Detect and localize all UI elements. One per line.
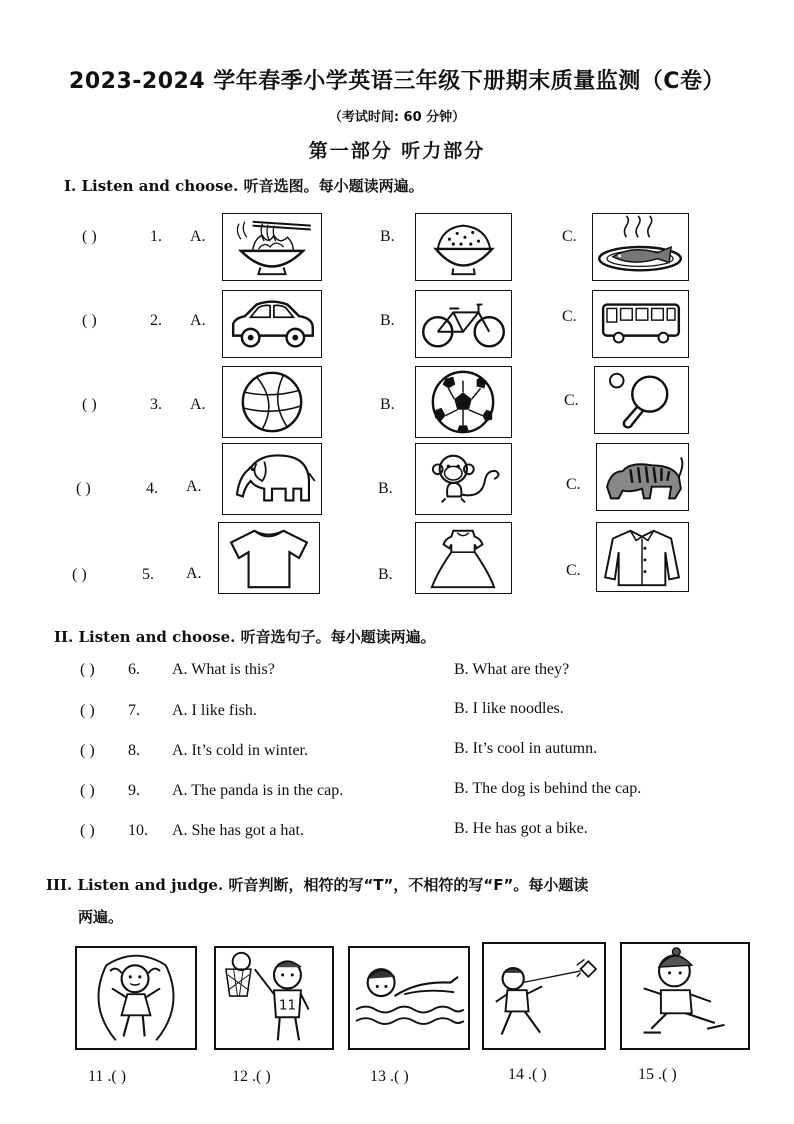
option-9a: A. The panda is in the cap.	[172, 782, 344, 799]
option-letter-b: B.	[378, 566, 393, 583]
judge-label-12[interactable]: 12 .( )	[232, 1068, 271, 1085]
fish-plate-icon	[593, 214, 688, 280]
basketball-picture[interactable]	[222, 366, 322, 438]
answer-blank-9[interactable]: ( )	[80, 782, 95, 799]
question-number-8: 8.	[128, 742, 140, 759]
tiger-icon	[597, 444, 688, 510]
dress-picture[interactable]	[415, 522, 512, 594]
question-number-1: 1.	[150, 228, 162, 245]
option-7b: B. I like noodles.	[454, 700, 564, 717]
judge-label-14[interactable]: 14 .( )	[508, 1066, 547, 1083]
question-number-9: 9.	[128, 782, 140, 799]
section2-heading-cn: 听音选句子。每小题读两遍。	[240, 628, 436, 646]
option-7a: A. I like fish.	[172, 702, 257, 719]
rice-bowl-icon	[416, 214, 511, 280]
section1-heading	[64, 175, 424, 196]
section3-heading-cn-2: 两遍。	[78, 908, 124, 926]
picture-13[interactable]	[348, 946, 470, 1050]
picture-11[interactable]	[75, 946, 197, 1050]
option-letter-a: A.	[190, 396, 206, 413]
option-letter-c: C.	[566, 562, 581, 579]
answer-blank-5[interactable]: ( )	[72, 566, 87, 583]
option-9b: B. The dog is behind the cap.	[454, 780, 642, 797]
basketball-icon	[223, 367, 321, 437]
option-letter-a: A.	[186, 478, 202, 495]
question-number-3: 3.	[150, 396, 162, 413]
judge-label-11[interactable]: 11 .( )	[88, 1068, 127, 1085]
question-number-6: 6.	[128, 661, 140, 678]
answer-blank-2[interactable]: ( )	[82, 312, 97, 329]
section2-heading-en: II. Listen and choose.	[54, 628, 236, 646]
option-letter-b: B.	[378, 480, 393, 497]
fish-plate-picture[interactable]	[592, 213, 689, 281]
picture-12[interactable]	[214, 946, 334, 1050]
answer-blank-10[interactable]: ( )	[80, 822, 95, 839]
tiger-picture[interactable]	[596, 443, 689, 511]
option-letter-b: B.	[380, 312, 395, 329]
svg-text:11: 11	[278, 998, 297, 1014]
option-letter-c: C.	[562, 308, 577, 325]
rice-bowl-picture[interactable]	[415, 213, 512, 281]
answer-blank-1[interactable]: ( )	[82, 228, 97, 245]
answer-blank-4[interactable]: ( )	[76, 480, 91, 497]
boy-swimming-icon	[350, 948, 468, 1048]
part-heading: 第一部分 听力部分	[308, 140, 486, 162]
option-letter-c: C.	[566, 476, 581, 493]
page-title: 2023-2024 学年春季小学英语三年级下册期末质量监测（C卷）	[69, 69, 725, 94]
section1-heading-en: I. Listen and choose.	[64, 177, 239, 195]
boy-playing-basketball-icon	[216, 948, 332, 1048]
option-8b: B. It’s cool in autumn.	[454, 740, 598, 757]
option-10b: B. He has got a bike.	[454, 820, 588, 837]
picture-15[interactable]	[620, 942, 750, 1050]
section3-heading	[46, 874, 746, 895]
ping-pong-paddle-icon	[595, 367, 688, 433]
question-number-2: 2.	[150, 312, 162, 329]
section1-heading-cn: 听音选图。每小题读两遍。	[243, 177, 424, 195]
question-number-5: 5.	[142, 566, 154, 583]
option-10a: A. She has got a hat.	[172, 822, 304, 839]
shirt-icon	[597, 523, 688, 591]
noodles-bowl-icon	[223, 214, 321, 280]
boy-flying-kite-icon	[484, 944, 604, 1048]
car-icon	[223, 291, 321, 357]
monkey-picture[interactable]	[415, 443, 512, 515]
ping-pong-picture[interactable]	[594, 366, 689, 434]
exam-time: （考试时间: 60 分钟）	[328, 110, 466, 125]
bicycle-picture[interactable]	[415, 290, 512, 358]
option-letter-c: C.	[562, 228, 577, 245]
option-letter-a: A.	[190, 312, 206, 329]
option-6a: A. What is this?	[172, 661, 275, 678]
monkey-icon	[416, 444, 511, 514]
dress-icon	[416, 523, 511, 593]
bicycle-icon	[416, 291, 511, 357]
question-number-10: 10.	[128, 822, 148, 839]
option-letter-a: A.	[186, 565, 202, 582]
elephant-picture[interactable]	[222, 443, 322, 515]
answer-blank-8[interactable]: ( )	[80, 742, 95, 759]
elephant-icon	[223, 444, 321, 514]
option-letter-a: A.	[190, 228, 206, 245]
section2-heading	[54, 626, 436, 647]
section3-heading-line2	[78, 906, 123, 927]
noodles-bowl-picture[interactable]	[222, 213, 322, 281]
picture-14[interactable]	[482, 942, 606, 1050]
option-8a: A. It’s cold in winter.	[172, 742, 308, 759]
shirt-picture[interactable]	[596, 522, 689, 592]
car-picture[interactable]	[222, 290, 322, 358]
answer-blank-3[interactable]: ( )	[82, 396, 97, 413]
answer-blank-6[interactable]: ( )	[80, 661, 95, 678]
question-number-4: 4.	[146, 480, 158, 497]
bus-picture[interactable]	[592, 290, 689, 358]
boy-skating-icon	[622, 944, 748, 1048]
t-shirt-picture[interactable]	[218, 522, 320, 594]
girl-skipping-rope-icon	[77, 948, 195, 1048]
question-number-7: 7.	[128, 702, 140, 719]
option-letter-c: C.	[564, 392, 579, 409]
football-picture[interactable]	[415, 366, 512, 438]
judge-label-15[interactable]: 15 .( )	[638, 1066, 677, 1083]
bus-icon	[593, 291, 688, 357]
option-6b: B. What are they?	[454, 661, 570, 678]
section3-heading-cn: 听音判断，相符的写“T”，不相符的写“F”。每小题读	[228, 876, 589, 894]
option-letter-b: B.	[380, 396, 395, 413]
section3-heading-en: III. Listen and judge.	[46, 876, 224, 894]
option-letter-b: B.	[380, 228, 395, 245]
football-icon	[416, 367, 511, 437]
judge-label-13[interactable]: 13 .( )	[370, 1068, 409, 1085]
t-shirt-icon	[219, 523, 319, 593]
answer-blank-7[interactable]: ( )	[80, 702, 95, 719]
